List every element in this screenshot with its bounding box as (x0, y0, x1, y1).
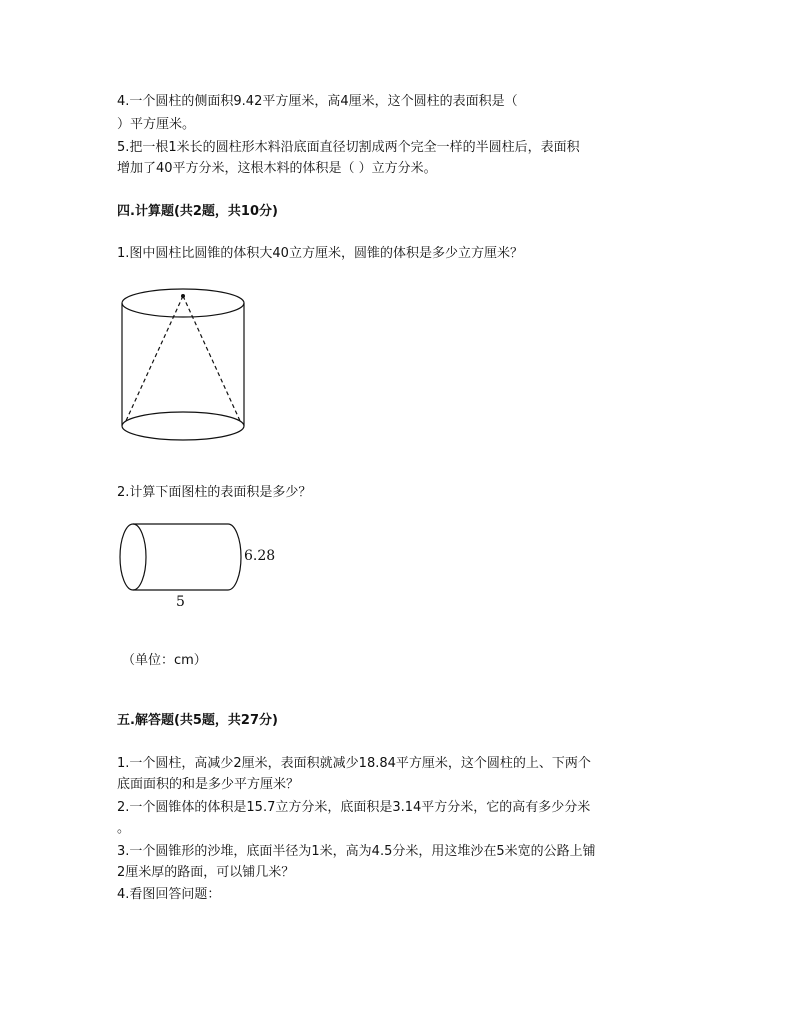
question-4-line-2: ）平方厘米。 (117, 117, 196, 132)
section-5-question-2-line-1: 2.一个圆锥体的体积是15.7立方分米，底面积是3.14平方分米，它的高有多少分米 (117, 800, 591, 815)
cone-apex-dot (181, 294, 185, 298)
unit-note: （单位：cm） (122, 653, 207, 668)
cylinder-height-label: 6.28 (244, 548, 276, 564)
section-5-question-3-line-1: 3.一个圆锥形的沙堆，底面半径为1米，高为4.5分米，用这堆沙在5米宽的公路上铺 (117, 844, 596, 859)
cylinder-right-end (228, 524, 241, 590)
cylinder-bottom-front (122, 426, 244, 440)
section-4-question-1: 1.图中圆柱比圆锥的体积大40立方厘米，圆锥的体积是多少立方厘米？ (117, 246, 523, 261)
cylinder-bottom-back (122, 412, 244, 426)
section-4-heading: 四.计算题(共2题，共10分) (117, 204, 278, 219)
question-4-line-1: 4.一个圆柱的侧面积9.42平方厘米，高4厘米，这个圆柱的表面积是（ (117, 94, 518, 109)
cylinder-cone-figure (115, 285, 250, 450)
cylinder-top-ellipse (122, 289, 244, 317)
section-5-question-4: 4.看图回答问题： (117, 887, 221, 902)
section-5-heading: 五.解答题(共5题，共27分) (117, 713, 278, 728)
cylinder-length-label: 5 (176, 594, 185, 610)
question-5-line-2: 增加了40平方分米，这根木料的体积是（ ）立方分米。 (117, 161, 437, 176)
horizontal-cylinder-figure (118, 521, 243, 596)
question-5-line-1: 5.把一根1米长的圆柱形木料沿底面直径切割成两个完全一样的半圆柱后，表面积 (117, 140, 580, 155)
cylinder-left-ellipse (120, 524, 146, 590)
section-5-question-1-line-1: 1.一个圆柱，高减少2厘米，表面积就减少18.84平方厘米，这个圆柱的上、下两个 (117, 756, 591, 771)
section-5-question-3-line-2: 2厘米厚的路面，可以铺几米？ (117, 865, 295, 880)
section-5-question-1-line-2: 底面面积的和是多少平方厘米？ (117, 777, 300, 792)
section-4-question-2: 2.计算下面图柱的表面积是多少？ (117, 485, 312, 500)
section-5-question-2-line-2: 。 (117, 821, 131, 836)
